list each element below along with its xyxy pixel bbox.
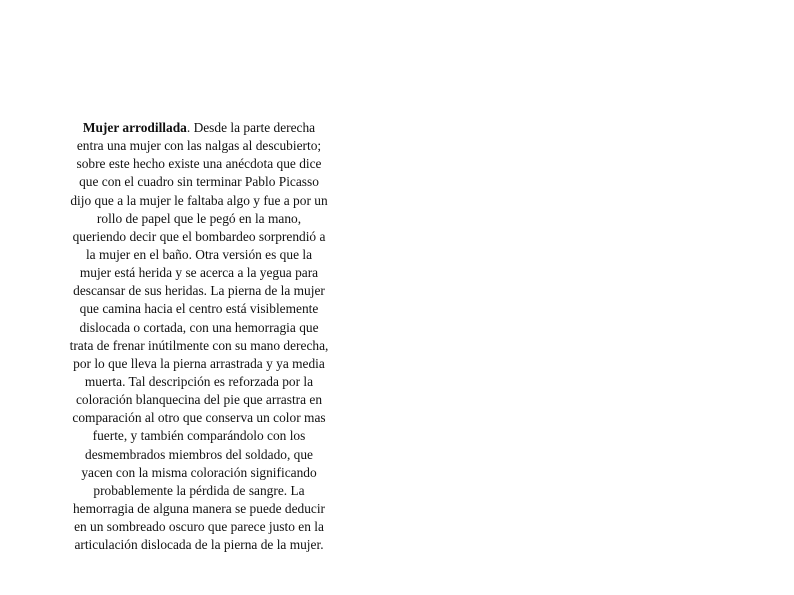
paragraph-line-9: mujer está herida y se acerca a la yegua para [79,265,319,281]
paragraph-line-7: queriendo decir que el bombardeo sorprendió a [72,228,326,244]
paragraph-line-17: comparación al otro que conserva un color mas [72,410,326,426]
paragraph-line-2: entra una mujer con las nalgas al descubierto; [76,138,322,154]
paragraph-line-6: rollo de papel que le pegó en la mano, [96,210,302,226]
paragraph-line-20: yacen con la misma coloración significando [81,464,317,480]
paragraph-heading: Mujer arrodillada [82,120,187,135]
paragraph-line-18: fuerte, y también comparándolo con los [92,428,306,444]
paragraph-line-21: probablemente la pérdida de sangre. La [93,482,305,498]
paragraph-line-8: la mujer en el baño. Otra versión es que la [85,246,313,262]
paragraph-line-12: dislocada o cortada, con una hemorragia que [79,319,319,335]
paragraph-line-13: trata de frenar inútilmente con su mano derecha, [69,337,329,353]
paragraph-line-23: en un sombreado oscuro que parece justo en la [74,519,324,535]
paragraph-line-1 [40,119,358,137]
paragraph-line-text: . Desde la parte derecha [186,120,316,135]
paragraph-line-10: descansar de sus heridas. La pierna de la mujer [73,283,325,299]
paragraph-line-22: hemorragia de alguna manera se puede deducir [72,500,326,516]
paragraph-line-14: por lo que lleva la pierna arrastrada y ya media [73,355,325,371]
paragraph-line-19: desmembrados miembros del soldado, que [85,446,313,462]
paragraph-line-24: articulación dislocada de la pierna de la mujer. [74,537,324,553]
paragraph-line-15: muerta. Tal descripción es reforzada por la [84,373,314,389]
paragraph-line-16: coloración blanquecina del pie que arrastra en [75,392,323,408]
paragraph-line-11: que camina hacia el centro está visiblemente [79,301,319,317]
paragraph-line-4: que con el cuadro sin terminar Pablo Picasso [79,174,319,190]
paragraph-line-5: dijo que a la mujer le faltaba algo y fue a por un [70,192,328,208]
body-paragraph [40,119,358,554]
paragraph-line-3: sobre este hecho existe una anécdota que dice [76,156,322,172]
